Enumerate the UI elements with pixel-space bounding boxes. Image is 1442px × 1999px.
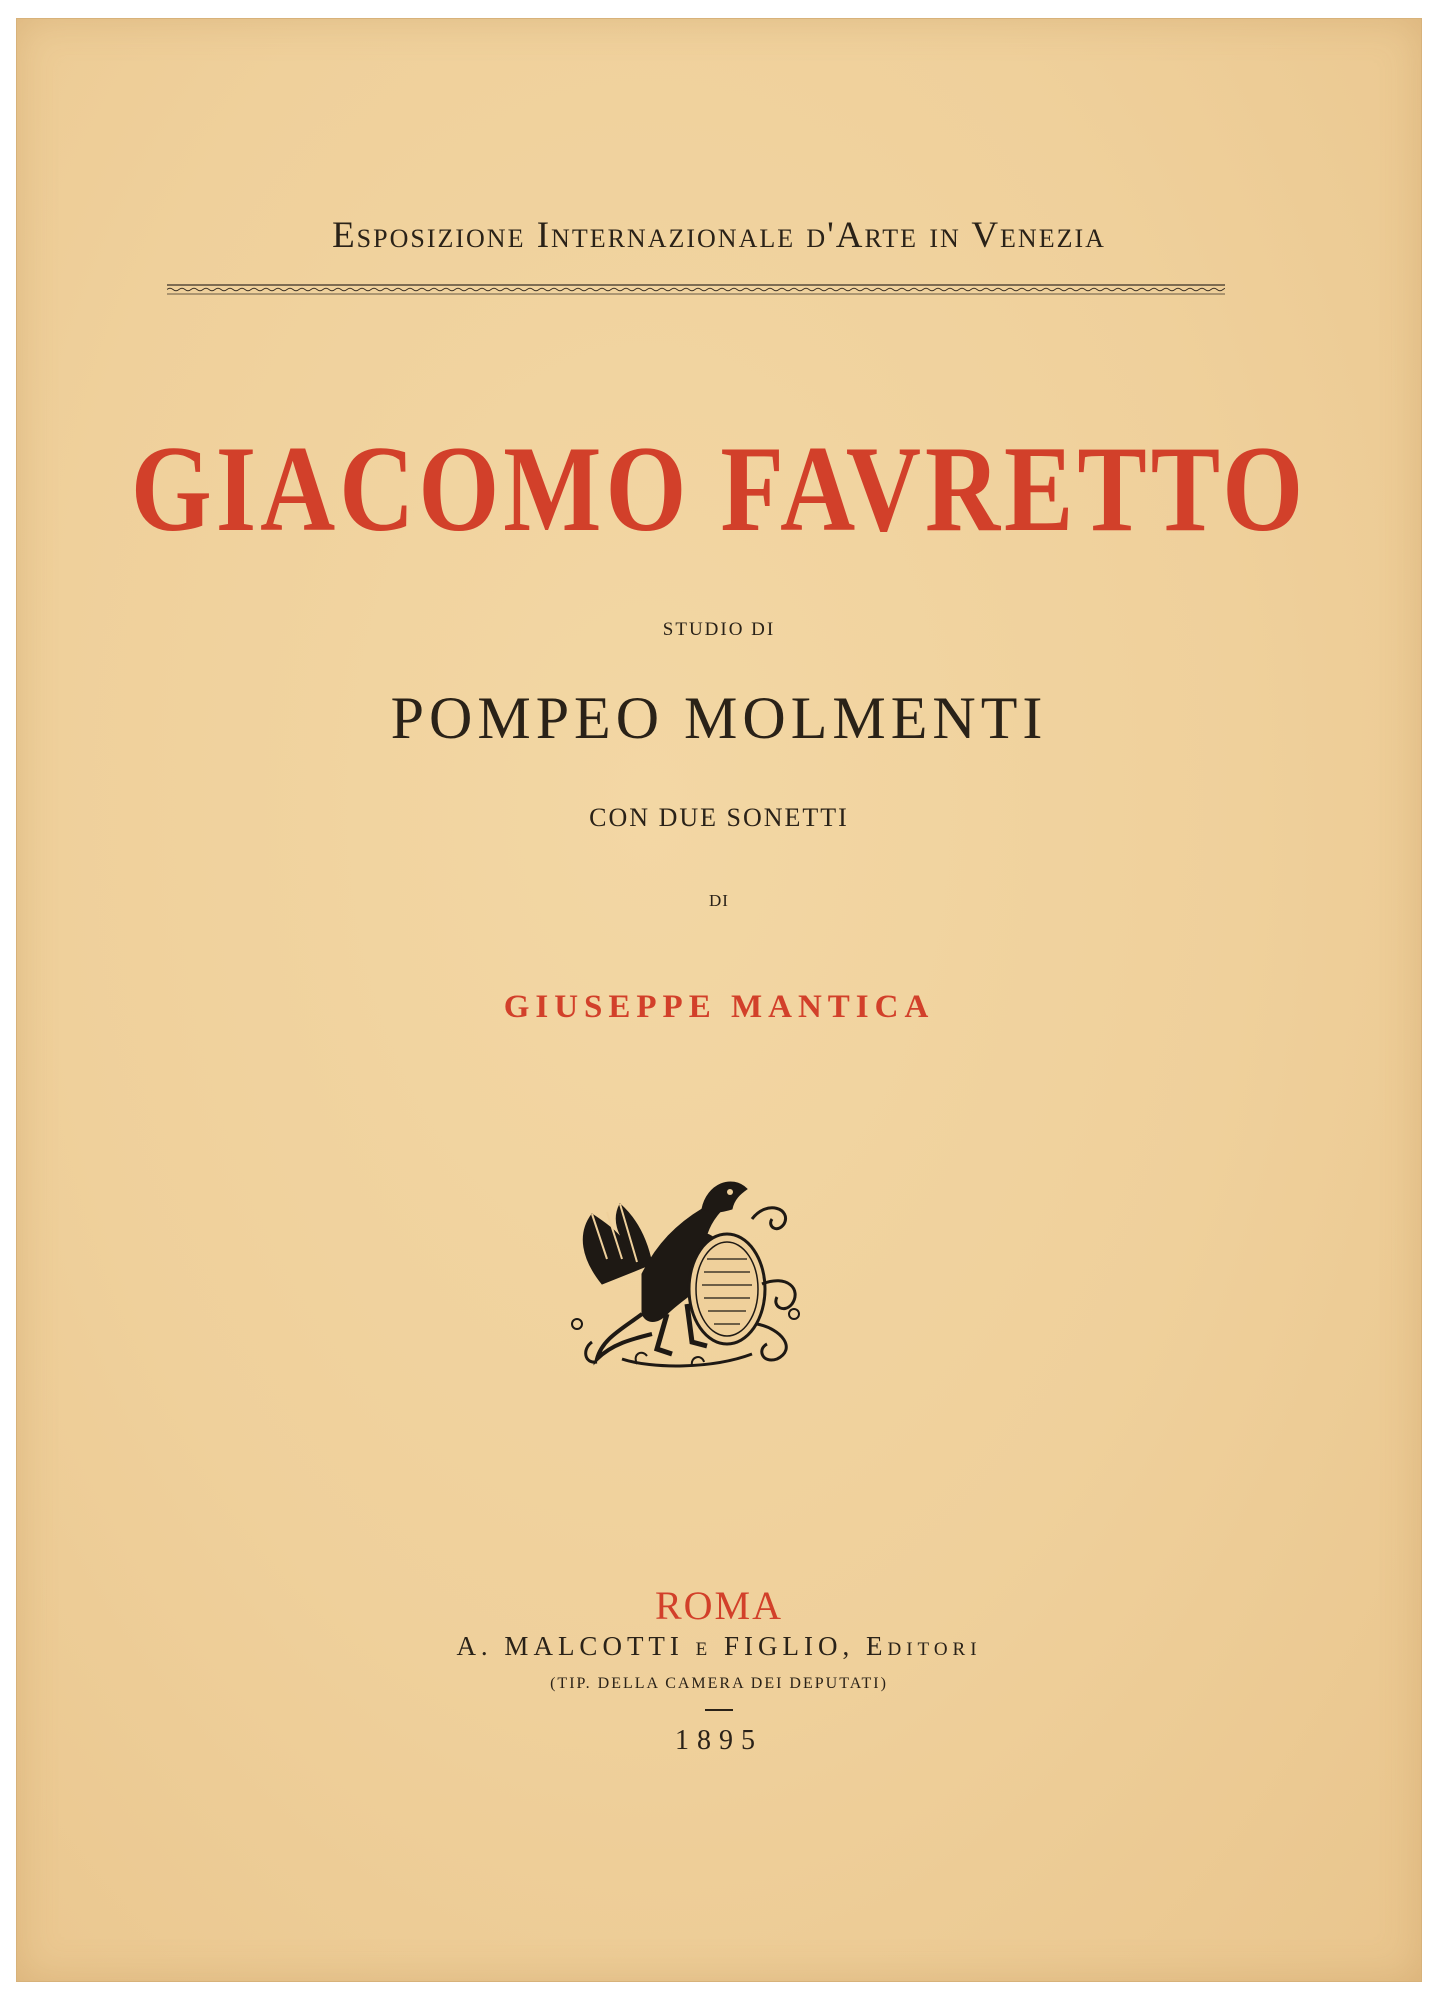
imprint-publisher: A. MALCOTTI e FIGLIO, Editori xyxy=(456,1631,982,1661)
title-page xyxy=(16,18,1422,1982)
book-title: GIACOMO FAVRETTO xyxy=(130,421,1308,558)
exhibition-header: Esposizione Internazionale d'Arte in Venezia xyxy=(332,215,1106,256)
decorative-rule xyxy=(167,282,1225,296)
imprint-divider xyxy=(705,1709,733,1711)
of-label: DI xyxy=(709,891,729,910)
imprint-year: 1895 xyxy=(675,1725,763,1756)
publisher-griffin-emblem-icon xyxy=(562,1164,822,1374)
author-name: POMPEO MOLMENTI xyxy=(390,685,1048,751)
imprint-city: ROMA xyxy=(654,1583,784,1628)
imprint-printer: (TIP. DELLA CAMERA DEI DEPUTATI) xyxy=(550,1675,888,1692)
study-of-label: STUDIO DI xyxy=(662,619,776,640)
sonnets-author-name: GIUSEPPE MANTICA xyxy=(503,989,935,1025)
with-sonnets-label: CON DUE SONETTI xyxy=(589,803,849,832)
